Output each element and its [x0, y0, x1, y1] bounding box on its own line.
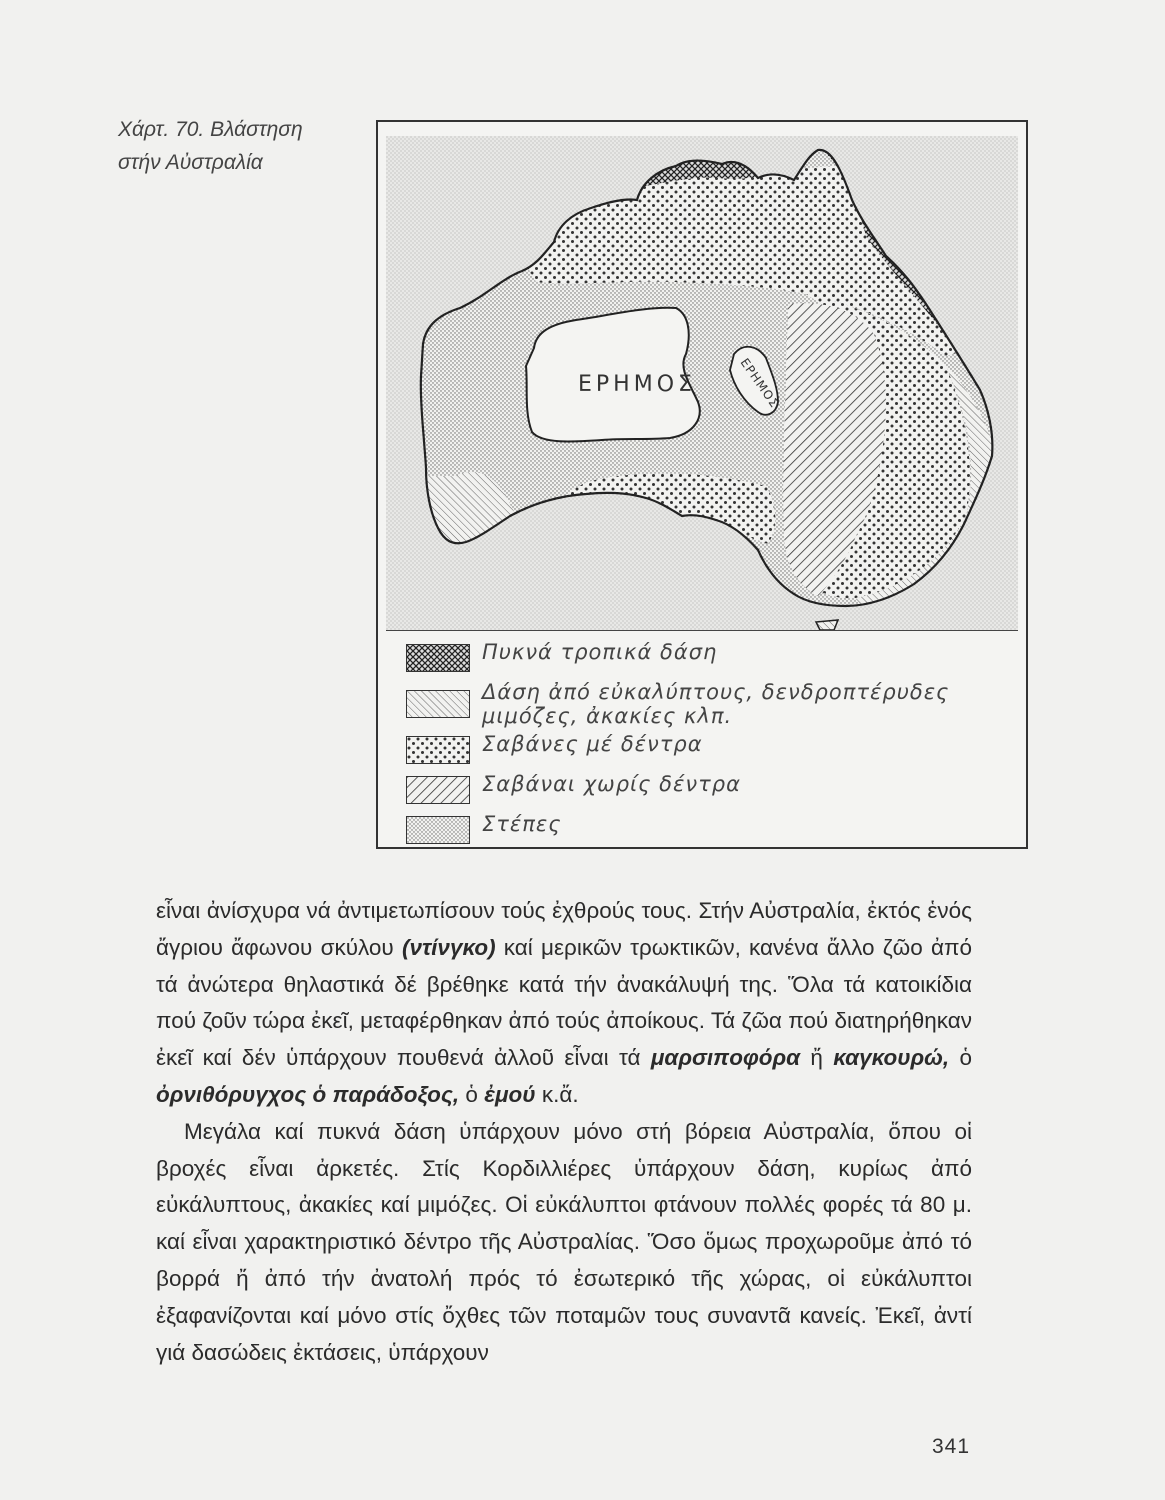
term-emu: ἐμού	[484, 1081, 536, 1107]
tasmania-island	[816, 620, 838, 630]
term-marsupials: μαρσιποφόρα	[650, 1045, 801, 1071]
savanna-without-trees-swatch	[406, 776, 470, 804]
small-desert-label: ΕΡΗΜΟΣ	[737, 355, 782, 411]
great-desert-label: ΕΡΗΜΟΣ	[578, 372, 696, 397]
eucalyptus-forest-swatch	[406, 690, 470, 718]
term-platypus: ὀρνιθόρυγχος ὁ παράδοξος,	[156, 1081, 460, 1107]
legend-item-dense-tropical-forest	[402, 638, 1022, 678]
legend-divider	[386, 630, 1018, 631]
dense-tropical-forest-swatch	[406, 644, 470, 672]
legend-label	[482, 680, 949, 728]
legend-label: Σαβάνες μέ δέντρα	[482, 732, 703, 756]
page-number: 341	[932, 1435, 971, 1458]
figure-caption-line-2: στήν Αὐστραλία	[118, 151, 263, 174]
legend-label-line-1: Δάση ἀπό εὐκαλύπτους, δενδροπτέρυδες	[482, 680, 950, 704]
body-text	[156, 893, 972, 1371]
map-legend	[402, 638, 1022, 850]
vegetation-map-figure	[376, 120, 1028, 849]
term-kangaroo: καγκουρώ,	[833, 1045, 950, 1071]
legend-item-savanna-without-trees	[402, 770, 1022, 810]
term-dingo: (ντίνγκο)	[401, 934, 496, 960]
figure-caption-line-1: Χάρτ. 70. Βλάστηση	[118, 118, 303, 141]
australia-vegetation-map	[386, 136, 1018, 630]
savanna-with-trees-swatch	[406, 736, 470, 764]
legend-label: Σαβάναι χωρίς δέντρα	[482, 772, 741, 796]
legend-item-steppe	[402, 810, 1022, 850]
steppe-swatch	[406, 816, 470, 844]
legend-label: Στέπες	[482, 812, 562, 836]
text-run: ἤ	[800, 1045, 834, 1071]
text-run: εἶναι ἀνίσχυρα νά ἀντιμετωπίσουν τούς ἐχθρούς τους. Στήν Αὐστραλία, ἐκτός ἑνός ἄγριου ἄφωνου σκύλου	[156, 898, 972, 960]
legend-item-savanna-with-trees	[402, 730, 1022, 770]
legend-label: Πυκνά τροπικά δάση	[482, 640, 718, 664]
text-run: ὁ	[949, 1045, 972, 1071]
legend-label-line-2: μιμόζες, ἀκακίες κλπ.	[482, 704, 733, 728]
text-run: ὁ	[459, 1081, 485, 1107]
text-run: κ.ἄ.	[535, 1081, 579, 1107]
paragraph-1	[156, 893, 972, 1114]
text-run: καί μερικῶν τρωκτικῶν, κανένα ἄλλο ζῶο ἀπό τά ἀνώτερα θηλαστικά δέ βρέθηκε κατά τήν ἀνακάλυψή της. Ὅλα τά κατοικίδια πού ζοῦν τώρα ἐκεῖ, μεταφέρθηκαν ἀπό τούς ἀποίκους. Τά ζῶα πού διατηρήθηκαν ἐκεῖ καί δέν ὑπάρχουν πουθενά ἀλλοῦ εἶναι τά	[156, 934, 973, 1071]
figure-caption	[118, 113, 368, 179]
paragraph-2: Μεγάλα καί πυκνά δάση ὑπάρχουν μόνο στή βόρεια Αὐστραλία, ὅπου οἱ βροχές εἶναι ἀρκετές. Στίς Κορδιλλιέρες ὑπάρχουν δάση, κυρίως ἀπό εὐκάλυπτους, ἀκακίες καί μιμόζες. Οἱ εὐκάλυπτοι φτάνουν πολλές φορές τά 80 μ. καί εἶναι χαρακτηριστικό δέντρο τῆς Αὐστραλίας. Ὅσο ὅμως προχωροῦμε ἀπό τό βορρά ἤ ἀπό τήν ἀνατολή πρός τό ἐσωτερικό τῆς χώρας, οἱ εὐκάλυπτοι ἐξαφανίζονται καί μόνο στίς ὄχθες τῶν ποταμῶν τους συναντᾶ κανείς. Ἐκεῖ, ἀντί γιά δασώδεις ἐκτάσεις, ὑπάρχουν	[156, 1118, 972, 1365]
legend-item-eucalyptus-forest	[402, 678, 1022, 730]
